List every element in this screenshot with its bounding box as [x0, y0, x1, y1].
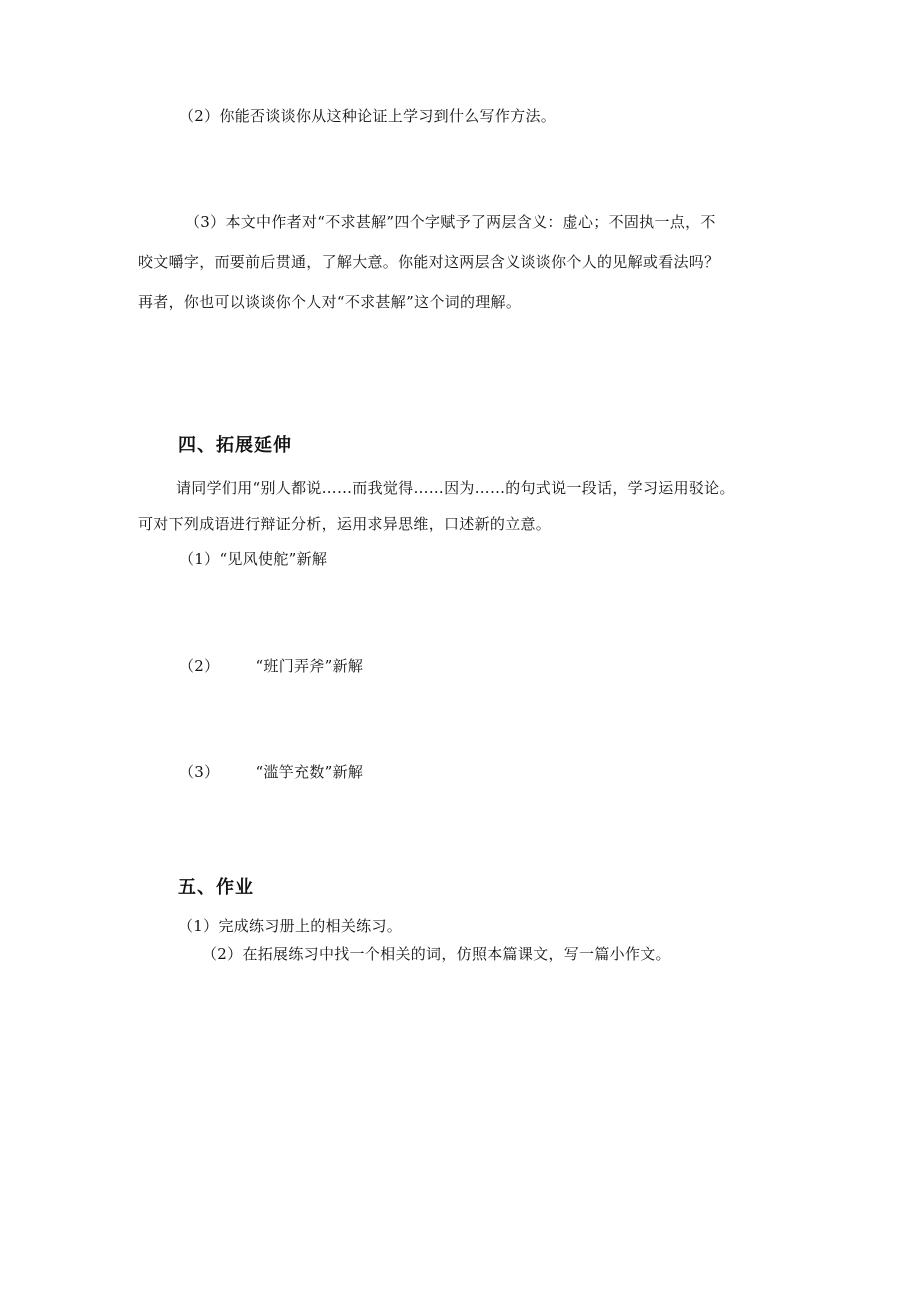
question-2: （2）你能否谈谈你从这种论证上学习到什么写作方法。	[179, 107, 557, 125]
extension-item-3	[179, 762, 363, 782]
section-4-heading: 四、拓展延伸	[178, 435, 292, 456]
question-3-line-1: （3）本文中作者对“不求甚解”四个字赋予了两层含义：虚心；不固执一点，不	[185, 213, 716, 231]
section-4-intro	[138, 470, 798, 542]
question-3-line-2: 咬文嚼字，而要前后贯通，了解大意。你能对这两层含义谈谈你个人的见解或看法吗？	[138, 253, 720, 271]
section-4-intro-line-2: 可对下列成语进行辩证分析，运用求异思维，口述新的立意。	[138, 515, 552, 533]
extension-item-2-num: （2）	[179, 657, 220, 675]
extension-item-2	[179, 656, 363, 676]
extension-item-1	[179, 549, 327, 569]
extension-item-3-text: “滥竽充数”新解	[255, 763, 364, 781]
question-3	[138, 202, 798, 322]
section-5-heading: 五、作业	[178, 877, 254, 898]
homework-item-1: （1）完成练习册上的相关练习。	[178, 917, 403, 935]
extension-item-3-num: （3）	[179, 763, 220, 781]
question-3-line-3: 再者，你也可以谈谈你个人对“不求甚解”这个词的理解。	[138, 293, 522, 311]
extension-item-2-text: “班门弄斧”新解	[255, 657, 364, 675]
extension-item-1-text: “见风使舵”新解	[219, 550, 328, 568]
homework-item-2: （2）在拓展练习中找一个相关的词，仿照本篇课文，写一篇小作文。	[202, 945, 671, 963]
extension-item-1-num: （1）	[179, 550, 220, 568]
section-4-intro-line-1: 请同学们用“别人都说……而我觉得……因为……的句式说一段话，学习运用驳论。	[176, 479, 735, 497]
